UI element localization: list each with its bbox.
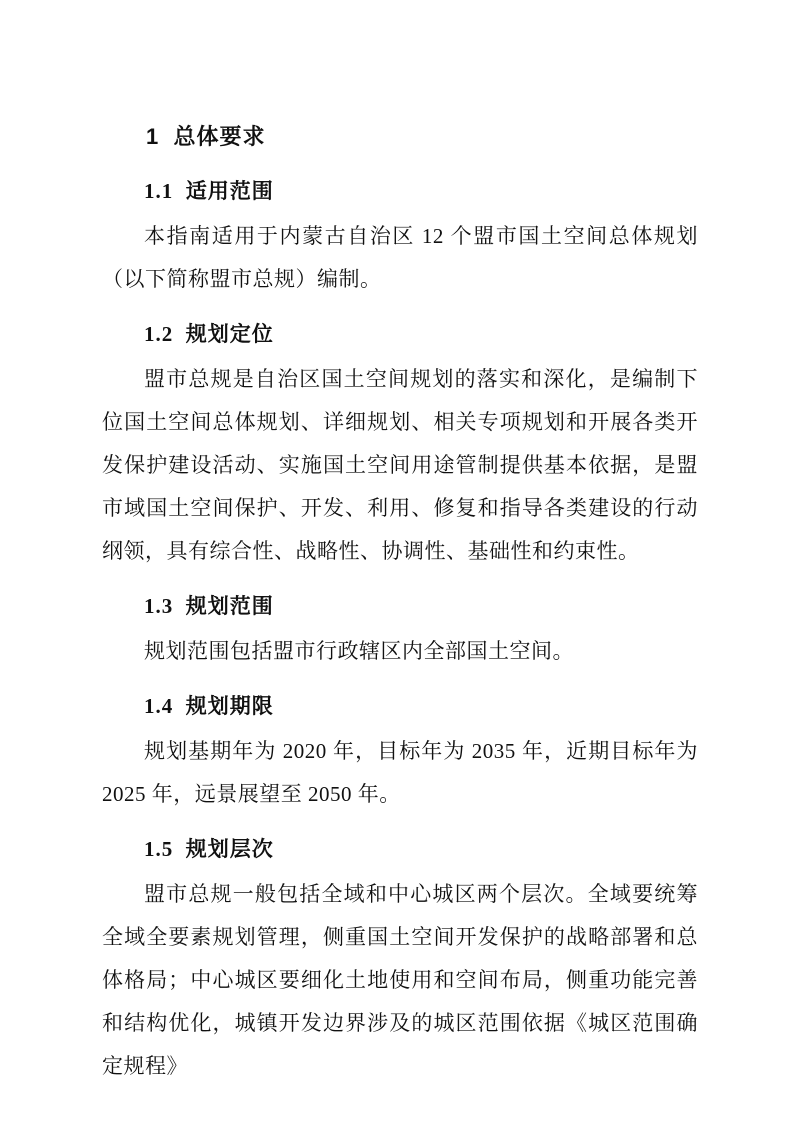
section-heading-1-1: 1.1 适用范围 — [144, 179, 274, 203]
section-heading-1-5: 1.5 规划层次 — [144, 837, 274, 861]
chapter-heading: 1 总体要求 — [146, 124, 266, 149]
body-paragraph: 本指南适用于内蒙古自治区 12 个盟市国土空间总体规划（以下简称盟市总规）编制。 — [102, 224, 698, 291]
body-paragraph: 盟市总规是自治区国土空间规划的落实和深化，是编制下位国土空间总体规划、详细规划、相关专项规划和开展各类开发保护建设活动、实施国土空间用途管制提供基本依据，是盟市域国土空间保护、开发、利用、修复和指导各类建设的行动纲领，具有综合性、战略性、协调性、基础性和约束性。 — [102, 367, 698, 563]
section-heading-1-3: 1.3 规划范围 — [144, 594, 274, 618]
body-paragraph: 盟市总规一般包括全域和中心城区两个层次。全域要统筹全域全要素规划管理，侧重国土空间开发保护的战略部署和总体格局；中心城区要细化土地使用和空间布局，侧重功能完善和结构优化，城镇开发边界涉及的城区范围依据《城区范围确定规程》 — [102, 882, 698, 1078]
body-paragraph: 规划范围包括盟市行政辖区内全部国土空间。 — [144, 639, 574, 663]
section-heading-1-2: 1.2 规划定位 — [144, 322, 274, 346]
section-heading-1-4: 1.4 规划期限 — [144, 694, 274, 718]
body-paragraph: 规划基期年为 2020 年，目标年为 2035 年，近期目标年为 2025 年，远景展望至 2050 年。 — [102, 739, 698, 806]
